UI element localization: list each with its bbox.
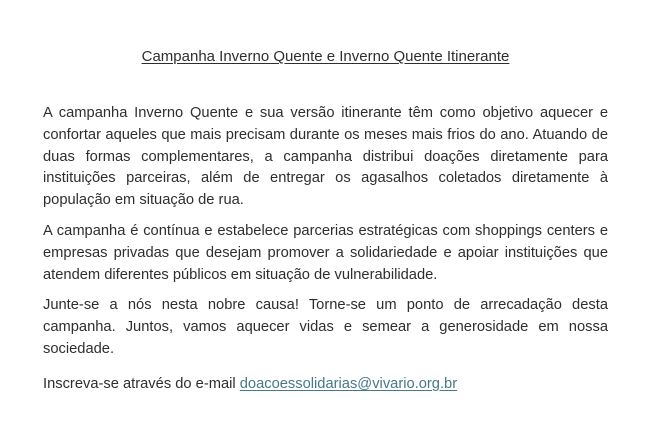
page-title: Campanha Inverno Quente e Inverno Quente Itinerante xyxy=(141,48,510,65)
paragraph-campaign-goal: A campanha Inverno Quente e sua versão itinerante têm como objetivo aquecer e confortar aqueles que mais precisam durante os meses mais frios do ano. Atuando de duas formas complementares, a campanha distribui doações diretamente para instituições parceiras, além de entregar os agasalhos coletados diretamente à população em situação de rua. xyxy=(43,105,608,209)
paragraph-call-to-action: Junte-se a nós nesta nobre causa! Torne-se um ponto de arrecadação desta campanha. Juntos, vamos aquecer vidas e semear a generosidade em nossa sociedade. xyxy=(43,297,608,357)
signup-prefix-text: Inscreva-se através do e-mail xyxy=(43,375,240,392)
paragraph-partnerships: A campanha é contínua e estabelece parcerias estratégicas com shoppings centers e empresas privadas que desejam promover a solidariedade e apoiar instituições que atendem diferentes públicos em situação de vulnerabilidade. xyxy=(43,222,608,283)
email-link[interactable]: doacoessolidarias@vivario.org.br xyxy=(239,375,458,392)
signup-line xyxy=(43,374,608,396)
